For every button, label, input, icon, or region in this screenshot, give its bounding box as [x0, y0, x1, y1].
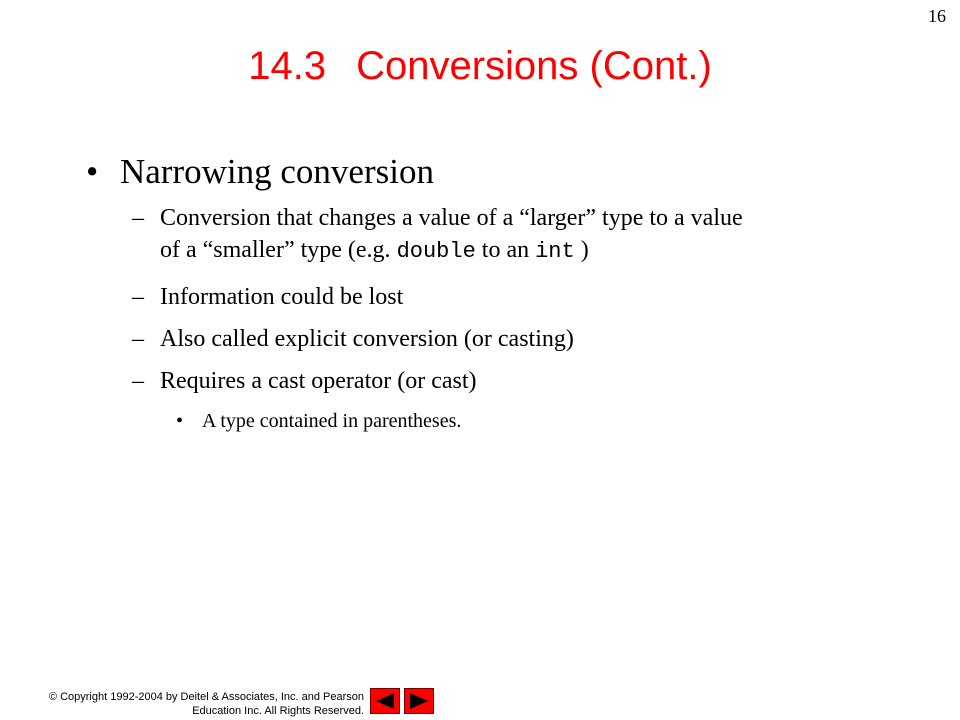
sub-bullet-2 [132, 284, 403, 311]
dash-marker: – [132, 205, 144, 231]
sub-bullet-1-pre: of a “smaller” type (e.g. [160, 237, 397, 263]
left-arrow-icon [374, 692, 396, 710]
bullet-marker: • [86, 152, 99, 191]
sub-bullet-1-mid: to an [475, 237, 536, 263]
main-bullet [86, 152, 434, 192]
sub-sub-bullet-1 [176, 410, 461, 433]
copyright-line-2: Education Inc. All Rights Reserved. [192, 705, 364, 717]
slide-title [0, 44, 960, 89]
sub-bullet-1-line2 [160, 237, 589, 264]
section-number: 14.3 [248, 44, 327, 88]
sub-bullet-3-text: Also called explicit conversion (or casting) [160, 326, 574, 352]
code-int: int [535, 239, 575, 264]
dash-marker: – [132, 326, 144, 352]
code-double: double [396, 239, 476, 264]
page-number: 16 [928, 6, 946, 26]
right-arrow-icon [408, 692, 430, 710]
sub-bullet-1-post: ) [574, 237, 589, 263]
dash-marker: – [132, 368, 144, 394]
dash-marker: – [132, 284, 144, 310]
next-slide-button[interactable] [404, 688, 434, 714]
copyright-line-1: © Copyright 1992-2004 by Deitel & Associates, Inc. and Pearson [48, 691, 364, 703]
main-bullet-text: Narrowing conversion [120, 152, 434, 191]
sub-bullet-4-text: Requires a cast operator (or cast) [160, 368, 477, 394]
sub-bullet-2-text: Information could be lost [160, 284, 404, 310]
bullet-marker: • [176, 410, 184, 432]
sub-bullet-3 [132, 326, 574, 353]
sub-sub-bullet-1-text: A type contained in parentheses. [202, 410, 462, 432]
sub-bullet-1 [132, 205, 743, 264]
title-text: Conversions (Cont.) [356, 44, 712, 88]
copyright-footer [14, 690, 364, 718]
slide-navigation [370, 688, 434, 714]
sub-bullet-1-line1: Conversion that changes a value of a “larger” type to a value [160, 205, 743, 231]
sub-bullet-4 [132, 368, 477, 395]
previous-slide-button[interactable] [370, 688, 400, 714]
